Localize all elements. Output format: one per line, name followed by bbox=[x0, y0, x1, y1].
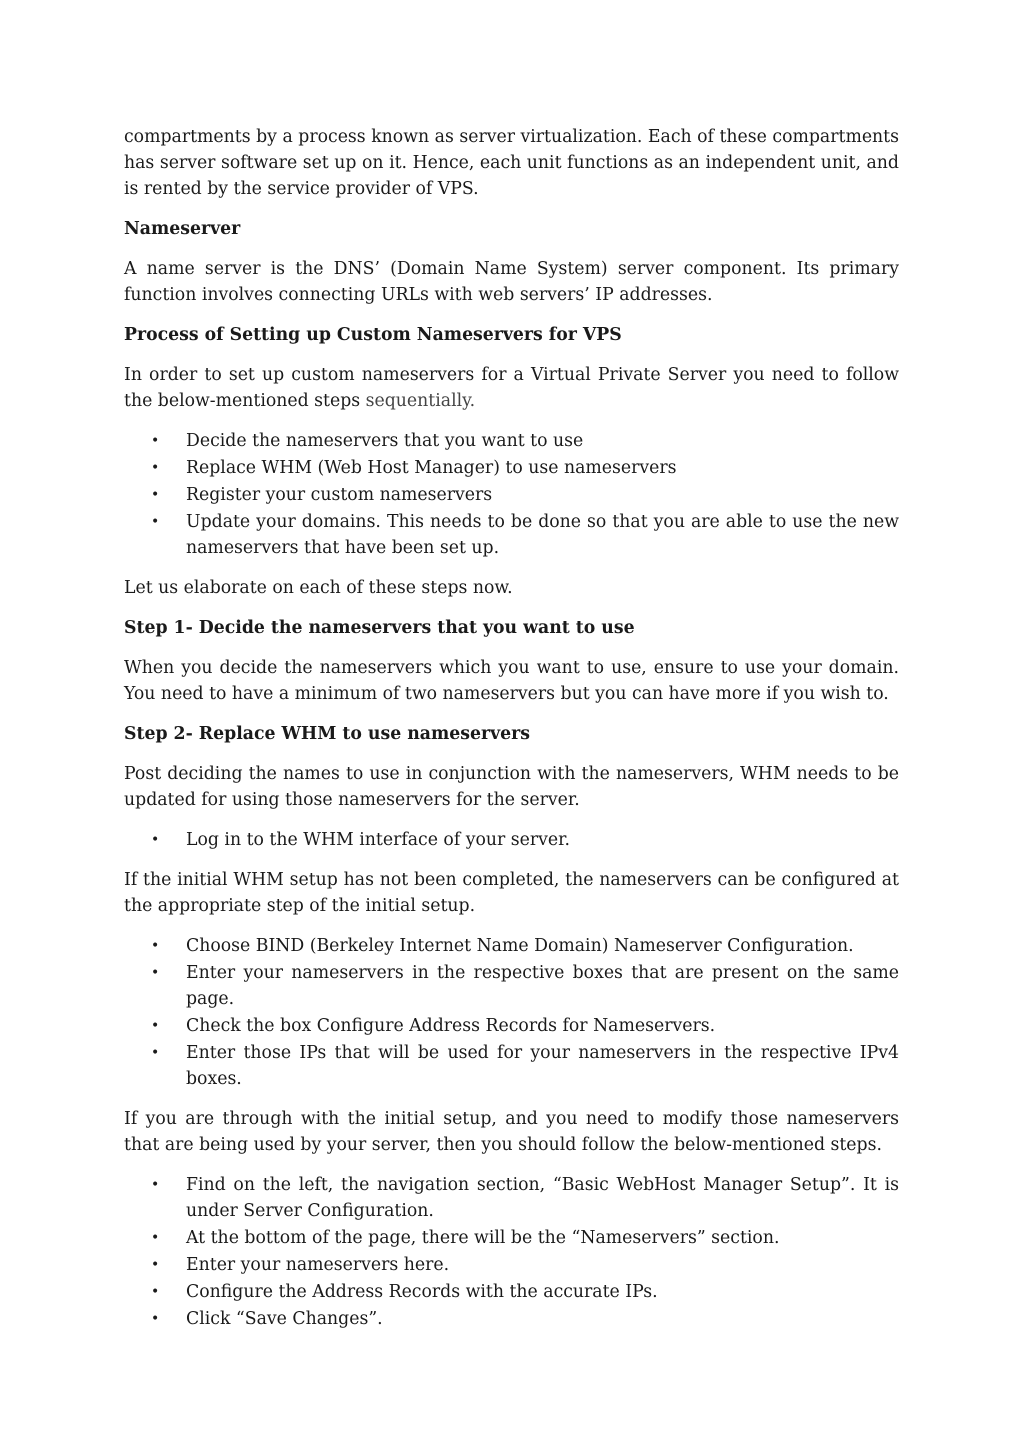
bullet-icon: • bbox=[151, 1311, 160, 1327]
bullet-icon: • bbox=[151, 938, 160, 954]
process-heading: Process of Setting up Custom Nameservers for VPS bbox=[124, 325, 622, 345]
initial-setup-paragraph: If the initial WHM setup has not been completed, the nameservers can be configured at the appropriate step of the initial setup. bbox=[124, 870, 899, 916]
process-paragraph bbox=[124, 362, 899, 414]
process-steps-list bbox=[124, 428, 899, 561]
list-item bbox=[124, 1013, 899, 1039]
list-item bbox=[124, 428, 899, 454]
list-item bbox=[124, 1252, 899, 1278]
list-item-text: Decide the nameservers that you want to use bbox=[186, 431, 584, 451]
list-item-text: Enter your nameservers here. bbox=[186, 1255, 450, 1275]
modify-list bbox=[124, 1172, 899, 1332]
list-item bbox=[124, 509, 899, 561]
list-item-text: Log in to the WHM interface of your server. bbox=[186, 830, 570, 850]
list-item bbox=[124, 827, 899, 853]
bullet-icon: • bbox=[151, 1230, 160, 1246]
login-list bbox=[124, 827, 899, 853]
list-item-text: Register your custom nameservers bbox=[186, 485, 493, 505]
bullet-icon: • bbox=[151, 1045, 160, 1061]
step1-heading: Step 1- Decide the nameservers that you want to use bbox=[124, 618, 635, 638]
document-page bbox=[124, 124, 899, 1346]
nameserver-paragraph: A name server is the DNS’ (Domain Name System) server component. Its primary function involves connecting URLs with web servers’ IP addresses. bbox=[124, 259, 899, 305]
list-item-text: At the bottom of the page, there will be the “Nameservers” section. bbox=[186, 1228, 780, 1248]
process-paragraph-tail: sequentially. bbox=[360, 391, 476, 411]
list-item-text: Choose BIND (Berkeley Internet Name Domain) Nameserver Configuration. bbox=[186, 936, 854, 956]
bullet-icon: • bbox=[151, 1177, 160, 1193]
list-item-text: Check the box Configure Address Records for Nameservers. bbox=[186, 1016, 716, 1036]
step1-paragraph: When you decide the nameservers which you want to use, ensure to use your domain. You need to have a minimum of two nameservers but you can have more if you wish to. bbox=[124, 658, 899, 704]
list-item-text: Enter your nameservers in the respective boxes that are present on the same page. bbox=[186, 963, 899, 1009]
bullet-icon: • bbox=[151, 1284, 160, 1300]
intro-paragraph: compartments by a process known as server virtualization. Each of these compartments has server software set up on it. Hence, each unit functions as an independent unit, and is rented by the service provider of VPS. bbox=[124, 127, 899, 199]
bullet-icon: • bbox=[151, 460, 160, 476]
list-item bbox=[124, 933, 899, 959]
list-item bbox=[124, 482, 899, 508]
bullet-icon: • bbox=[151, 487, 160, 503]
nameserver-heading: Nameserver bbox=[124, 219, 241, 239]
list-item bbox=[124, 960, 899, 1012]
bullet-icon: • bbox=[151, 832, 160, 848]
list-item bbox=[124, 1172, 899, 1224]
list-item-text: Enter those IPs that will be used for your nameservers in the respective IPv4 boxes. bbox=[186, 1043, 899, 1089]
bullet-icon: • bbox=[151, 965, 160, 981]
list-item bbox=[124, 1279, 899, 1305]
step2-paragraph: Post deciding the names to use in conjunction with the nameservers, WHM needs to be updated for using those nameservers for the server. bbox=[124, 764, 899, 810]
list-item bbox=[124, 1306, 899, 1332]
bullet-icon: • bbox=[151, 514, 160, 530]
initial-setup-list bbox=[124, 933, 899, 1092]
elaborate-paragraph: Let us elaborate on each of these steps now. bbox=[124, 578, 513, 598]
step2-heading: Step 2- Replace WHM to use nameservers bbox=[124, 724, 530, 744]
list-item-text: Click “Save Changes”. bbox=[186, 1309, 383, 1329]
list-item bbox=[124, 1040, 899, 1092]
bullet-icon: • bbox=[151, 1018, 160, 1034]
list-item-text: Find on the left, the navigation section, “Basic WebHost Manager Setup”. It is under Server Configuration. bbox=[186, 1175, 899, 1221]
process-paragraph-main: In order to set up custom nameservers for a Virtual Private Server you need to follow the below-mentioned steps bbox=[124, 365, 899, 411]
list-item bbox=[124, 455, 899, 481]
modify-paragraph: If you are through with the initial setup, and you need to modify those nameservers that are being used by your server, then you should follow the below-mentioned steps. bbox=[124, 1109, 899, 1155]
list-item-text: Replace WHM (Web Host Manager) to use nameservers bbox=[186, 458, 677, 478]
list-item bbox=[124, 1225, 899, 1251]
list-item-text: Configure the Address Records with the accurate IPs. bbox=[186, 1282, 658, 1302]
bullet-icon: • bbox=[151, 433, 160, 449]
list-item-text: Update your domains. This needs to be done so that you are able to use the new nameservers that have been set up. bbox=[186, 512, 899, 558]
bullet-icon: • bbox=[151, 1257, 160, 1273]
